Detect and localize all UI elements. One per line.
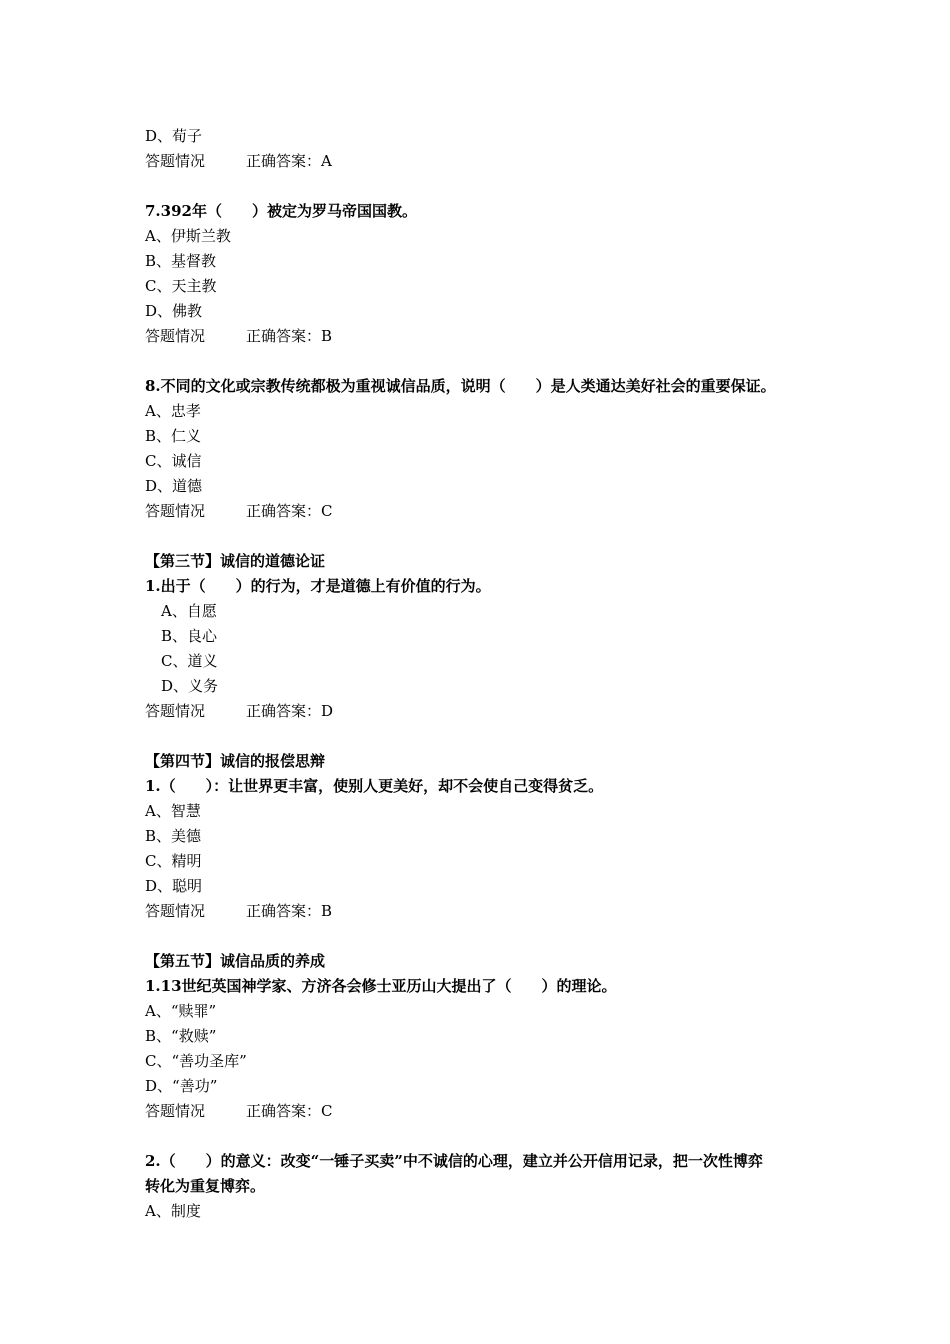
answer-row	[145, 1099, 835, 1124]
question-7: 7.392年（ ）被定为罗马帝国国教。	[145, 202, 417, 220]
answer-row	[145, 699, 835, 724]
document-page	[145, 124, 835, 1224]
answer-status: 答题情况	[145, 152, 206, 170]
answer-row	[145, 149, 835, 174]
answer-row	[145, 899, 835, 924]
spacer	[145, 524, 835, 549]
question-1: 1.（ ）：让世界更丰富，使别人更美好，却不会使自己变得贫乏。	[145, 777, 604, 795]
answer-row	[145, 499, 835, 524]
correct-answer: 正确答案：C	[246, 1102, 333, 1120]
option-c: C、“善功圣库”	[145, 1052, 247, 1070]
option-c: C、诚信	[145, 452, 202, 470]
spacer	[145, 174, 835, 199]
spacer	[145, 349, 835, 374]
option-b: B、美德	[145, 827, 202, 845]
option-d: D、道德	[145, 477, 203, 495]
option-c: C、道义	[161, 652, 218, 670]
option-b: B、“救赎”	[145, 1027, 217, 1045]
option-d: D、聪明	[145, 877, 203, 895]
question-1: 1.13世纪英国神学家、方济各会修士亚历山大提出了（ ）的理论。	[145, 977, 617, 995]
question-2-line-1: 2.（ ）的意义：改变“一锤子买卖”中不诚信的心理，建立并公开信用记录，把一次性博弈	[145, 1152, 763, 1170]
answer-status: 答题情况	[145, 702, 206, 720]
question-1: 1.出于（ ）的行为，才是道德上有价值的行为。	[145, 577, 491, 595]
option-d: D、佛教	[145, 302, 203, 320]
section-title: 【第四节】诚信的报偿思辩	[145, 752, 326, 770]
spacer	[145, 1124, 835, 1149]
section-title: 【第五节】诚信品质的养成	[145, 952, 326, 970]
option-a: A、忠孝	[145, 402, 201, 420]
answer-status: 答题情况	[145, 902, 206, 920]
question-8: 8.不同的文化或宗教传统都极为重视诚信品质，说明（ ）是人类通达美好社会的重要保证。	[145, 377, 776, 395]
option-a: A、伊斯兰教	[145, 227, 231, 245]
spacer	[145, 724, 835, 749]
option-d: D、“善功”	[145, 1077, 218, 1095]
section-title: 【第三节】诚信的道德论证	[145, 552, 326, 570]
option-b: B、基督教	[145, 252, 217, 270]
question-2-line-2: 转化为重复博弈。	[145, 1177, 266, 1195]
option-a: A、“赎罪”	[145, 1002, 217, 1020]
correct-answer: 正确答案：B	[246, 902, 333, 920]
answer-status: 答题情况	[145, 502, 206, 520]
correct-answer: 正确答案：A	[246, 152, 332, 170]
answer-row	[145, 324, 835, 349]
answer-status: 答题情况	[145, 327, 206, 345]
option-a: A、自愿	[161, 602, 217, 620]
option-d: D、义务	[161, 677, 219, 695]
option-b: B、仁义	[145, 427, 202, 445]
correct-answer: 正确答案：B	[246, 327, 333, 345]
option-a: A、智慧	[145, 802, 201, 820]
correct-answer: 正确答案：D	[246, 702, 334, 720]
option-c: C、精明	[145, 852, 202, 870]
answer-status: 答题情况	[145, 1102, 206, 1120]
option-d: D、荀子	[145, 127, 203, 145]
correct-answer: 正确答案：C	[246, 502, 333, 520]
option-c: C、天主教	[145, 277, 217, 295]
option-b: B、良心	[161, 627, 218, 645]
spacer	[145, 924, 835, 949]
option-a: A、制度	[145, 1202, 201, 1220]
